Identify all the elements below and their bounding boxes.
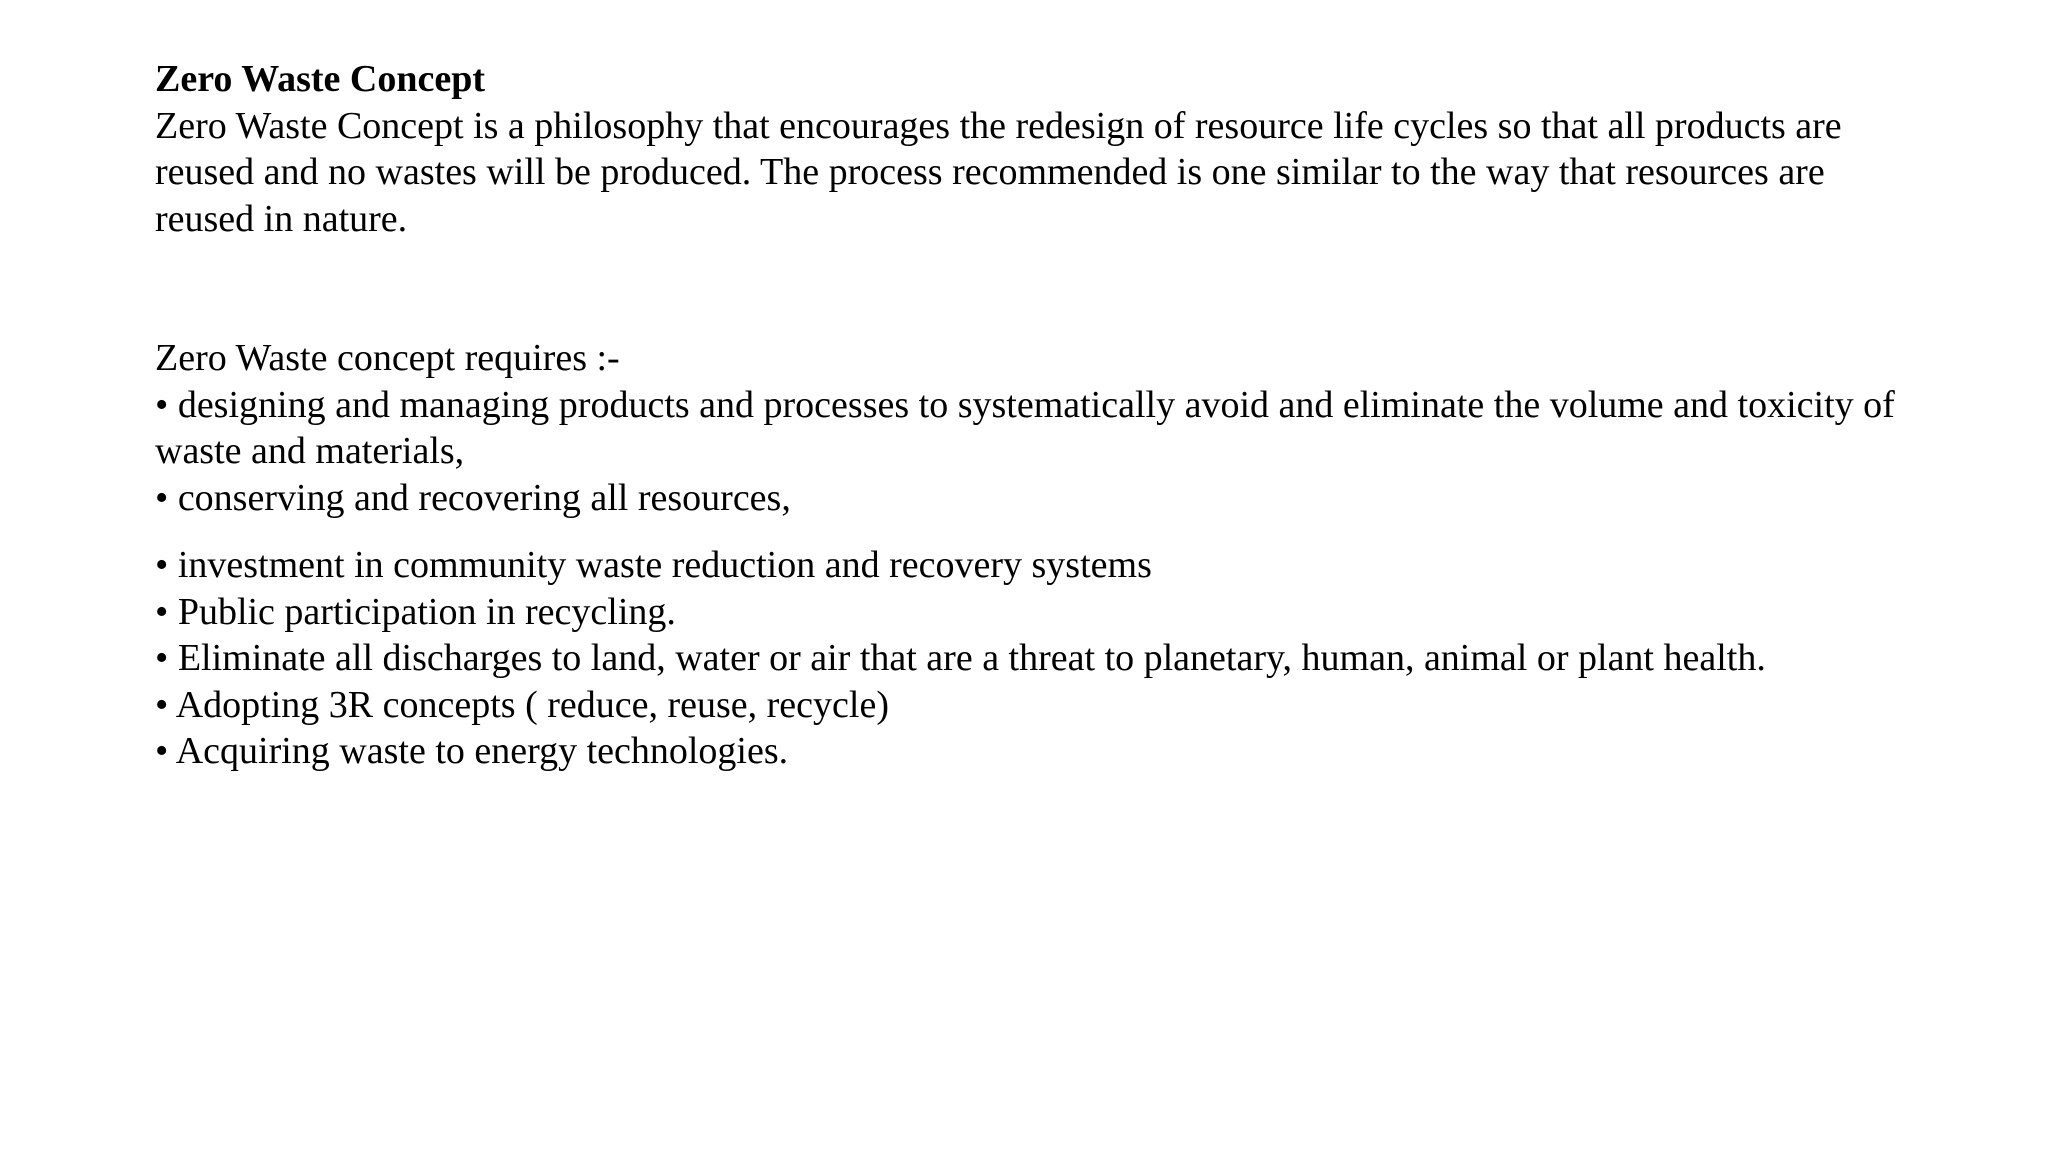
list-item-text: Eliminate all discharges to land, water or air that are a threat to planetary, human, animal or plant health. (177, 637, 1766, 679)
requirements-list (155, 382, 1895, 775)
list-item-text: Public participation in recycling. (177, 590, 676, 633)
bullet-icon: • (155, 730, 169, 772)
requires-heading: Zero Waste concept requires :- (155, 337, 620, 379)
intro-paragraph: Zero Waste Concept is a philosophy that encourages the redesign of resource life cycles so that all products are reused and no wastes will be produced. The process recommended is one similar to the way that resources are reused in nature. (155, 104, 1842, 240)
list-item (155, 475, 1895, 522)
list-item (155, 382, 1895, 475)
document-title: Zero Waste Concept (155, 58, 486, 100)
bullet-icon: • (155, 637, 169, 679)
bullet-icon: • (155, 476, 169, 519)
bullet-icon: • (155, 383, 169, 426)
list-item (155, 682, 1895, 729)
list-item (155, 542, 1895, 589)
list-item-text: designing and managing products and processes to systematically avoid and eliminate the volume and toxicity of waste and materials, (155, 383, 1895, 472)
list-item (155, 728, 1895, 775)
document-page (155, 56, 1895, 775)
list-item (155, 589, 1895, 636)
bullet-icon: • (155, 590, 169, 633)
list-item-text: conserving and recovering all resources, (177, 476, 791, 519)
list-item (155, 635, 1895, 682)
list-item-text: Adopting 3R concepts ( reduce, reuse, recycle) (175, 683, 889, 726)
bullet-icon: • (155, 544, 169, 586)
list-item-text: Acquiring waste to energy technologies. (175, 730, 789, 772)
bullet-icon: • (155, 683, 169, 726)
list-item-text: investment in community waste reduction and recovery systems (177, 544, 1152, 586)
